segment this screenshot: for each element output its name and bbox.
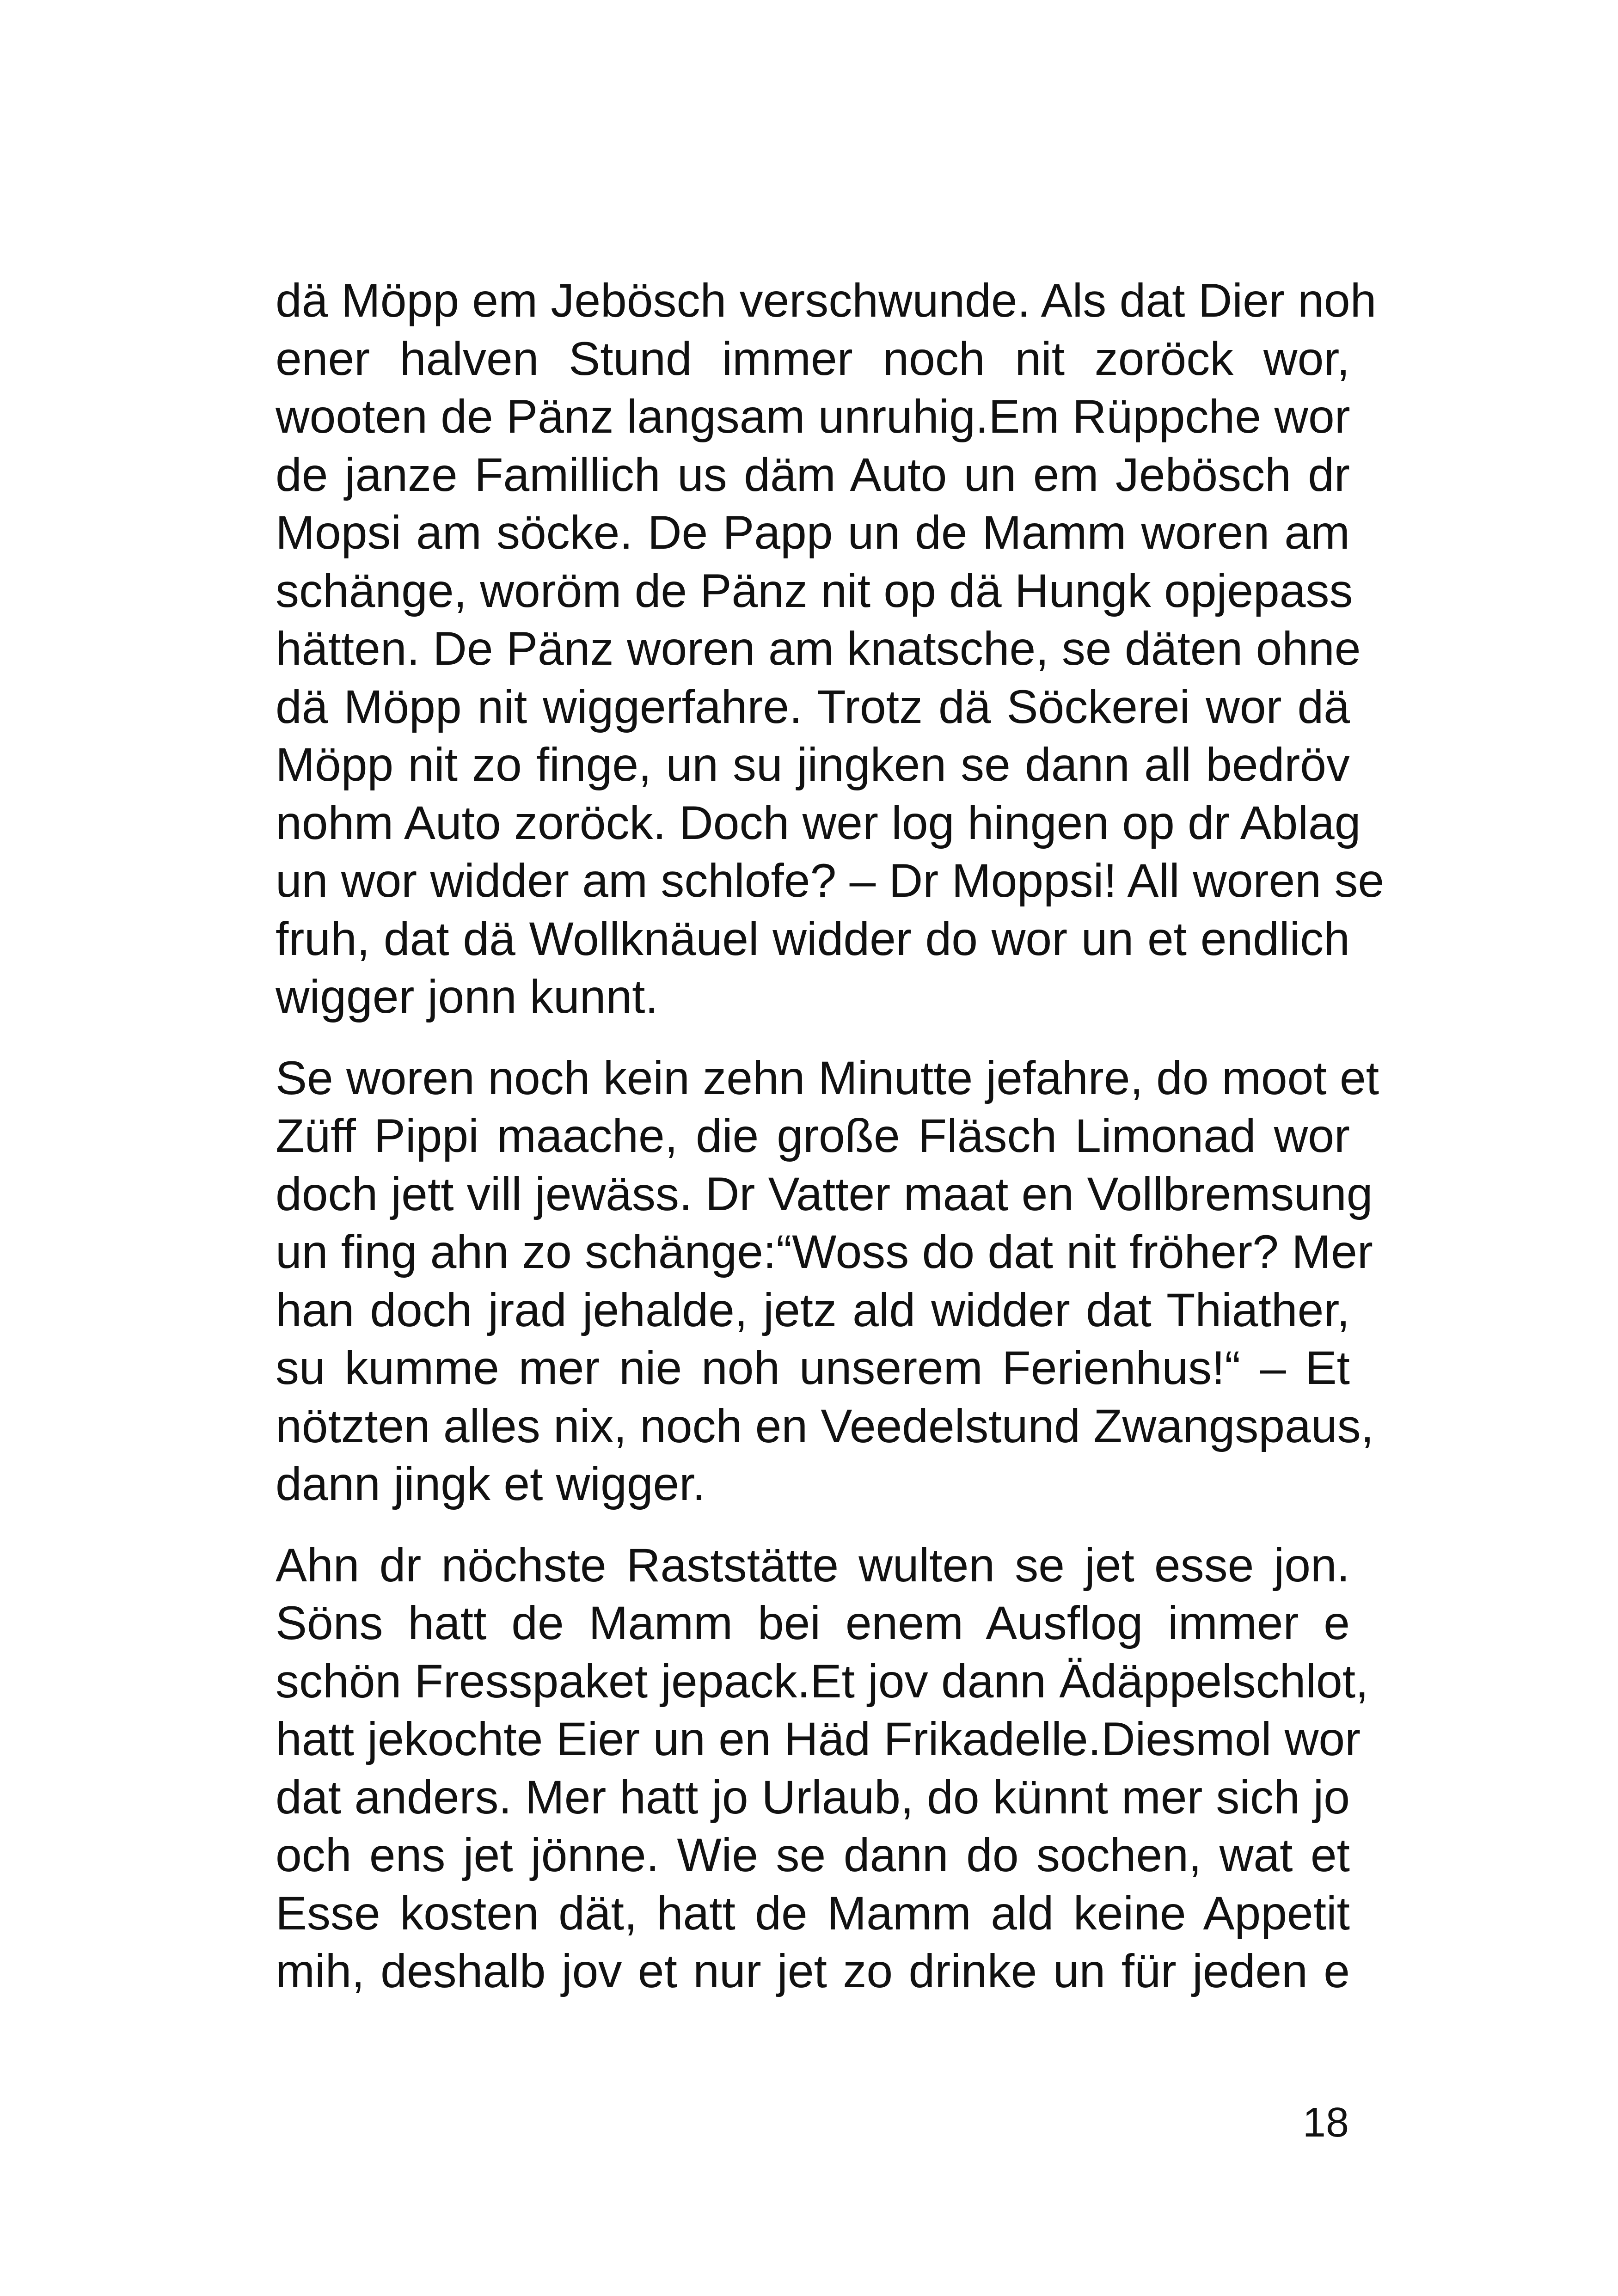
text-line: och ens jet jönne. Wie se dann do sochen, wat et <box>276 1829 1350 1881</box>
text-line: fruh, dat dä Wollknäuel widder do wor un et endlich <box>276 912 1350 965</box>
text-line: schön Fresspaket jepack.Et jov dann Ädäppelschlot, <box>276 1654 1369 1708</box>
text-line: schänge, woröm de Pänz nit op dä Hungk opjepass <box>276 564 1353 617</box>
text-line: hatt jekochte Eier un en Häd Frikadelle.Diesmol wor <box>276 1713 1361 1765</box>
text-line: Möpp nit zo finge, un su jingken se dann all bedröv <box>276 738 1350 791</box>
text-line: de janze Famillich us däm Auto un em Jebösch dr <box>276 448 1350 501</box>
paragraph-1 <box>276 272 1385 1026</box>
text-line: nötzten alles nix, noch en Veedelstund Zwangspaus, <box>276 1399 1374 1452</box>
text-line: Esse kosten dät, hatt de Mamm ald keine Appetit <box>276 1886 1350 1940</box>
text-line: wigger jonn kunnt. <box>276 970 658 1023</box>
text-line: han doch jrad jehalde, jetz ald widder dat Thiather, <box>276 1283 1350 1336</box>
text-line: Ahn dr nöchste Raststätte wulten se jet esse jon. <box>276 1538 1350 1592</box>
page-number: 18 <box>1302 2100 1349 2146</box>
text-line: ener halven Stund immer noch nit zoröck wor, <box>276 332 1350 385</box>
text-line: mih, deshalb jov et nur jet zo drinke un für jeden e <box>276 1945 1350 1997</box>
text-line: un fing ahn zo schänge:“Woss do dat nit fröher? Mer <box>276 1225 1373 1278</box>
text-line: dat anders. Mer hatt jo Urlaub, do künnt mer sich jo <box>276 1770 1350 1824</box>
paragraph-2 <box>276 1049 1379 1513</box>
text-line: Söns hatt de Mamm bei enem Ausflog immer e <box>276 1597 1350 1649</box>
text-line: dä Möpp nit wiggerfahre. Trotz dä Söckerei wor dä <box>276 680 1350 733</box>
text-line: nohm Auto zoröck. Doch wer log hingen op dr Ablag <box>276 796 1361 849</box>
text-line: Mopsi am söcke. De Papp un de Mamm woren am <box>276 506 1350 559</box>
text-line: hätten. De Pänz woren am knatsche, se däten ohne <box>276 622 1361 675</box>
text-line: Se woren noch kein zehn Minutte jefahre, do moot et <box>276 1051 1379 1104</box>
text-line: Züff Pippi maache, die große Fläsch Limonad wor <box>276 1109 1350 1162</box>
paragraph-3 <box>276 1537 1369 2001</box>
text-line: wooten de Pänz langsam unruhig.Em Rüppche wor <box>276 390 1350 443</box>
text-line: un wor widder am schlofe? – Dr Moppsi! All woren se <box>276 854 1385 907</box>
text-line: doch jett vill jewäss. Dr Vatter maat en Vollbremsung <box>276 1167 1373 1220</box>
text-line: dä Möpp em Jebösch verschwunde. Als dat Dier noh <box>276 274 1377 327</box>
text-line: dann jingk et wigger. <box>276 1457 705 1510</box>
body-text <box>276 272 1385 2024</box>
text-line: su kumme mer nie noh unserem Ferienhus!“ – Et <box>276 1341 1350 1394</box>
